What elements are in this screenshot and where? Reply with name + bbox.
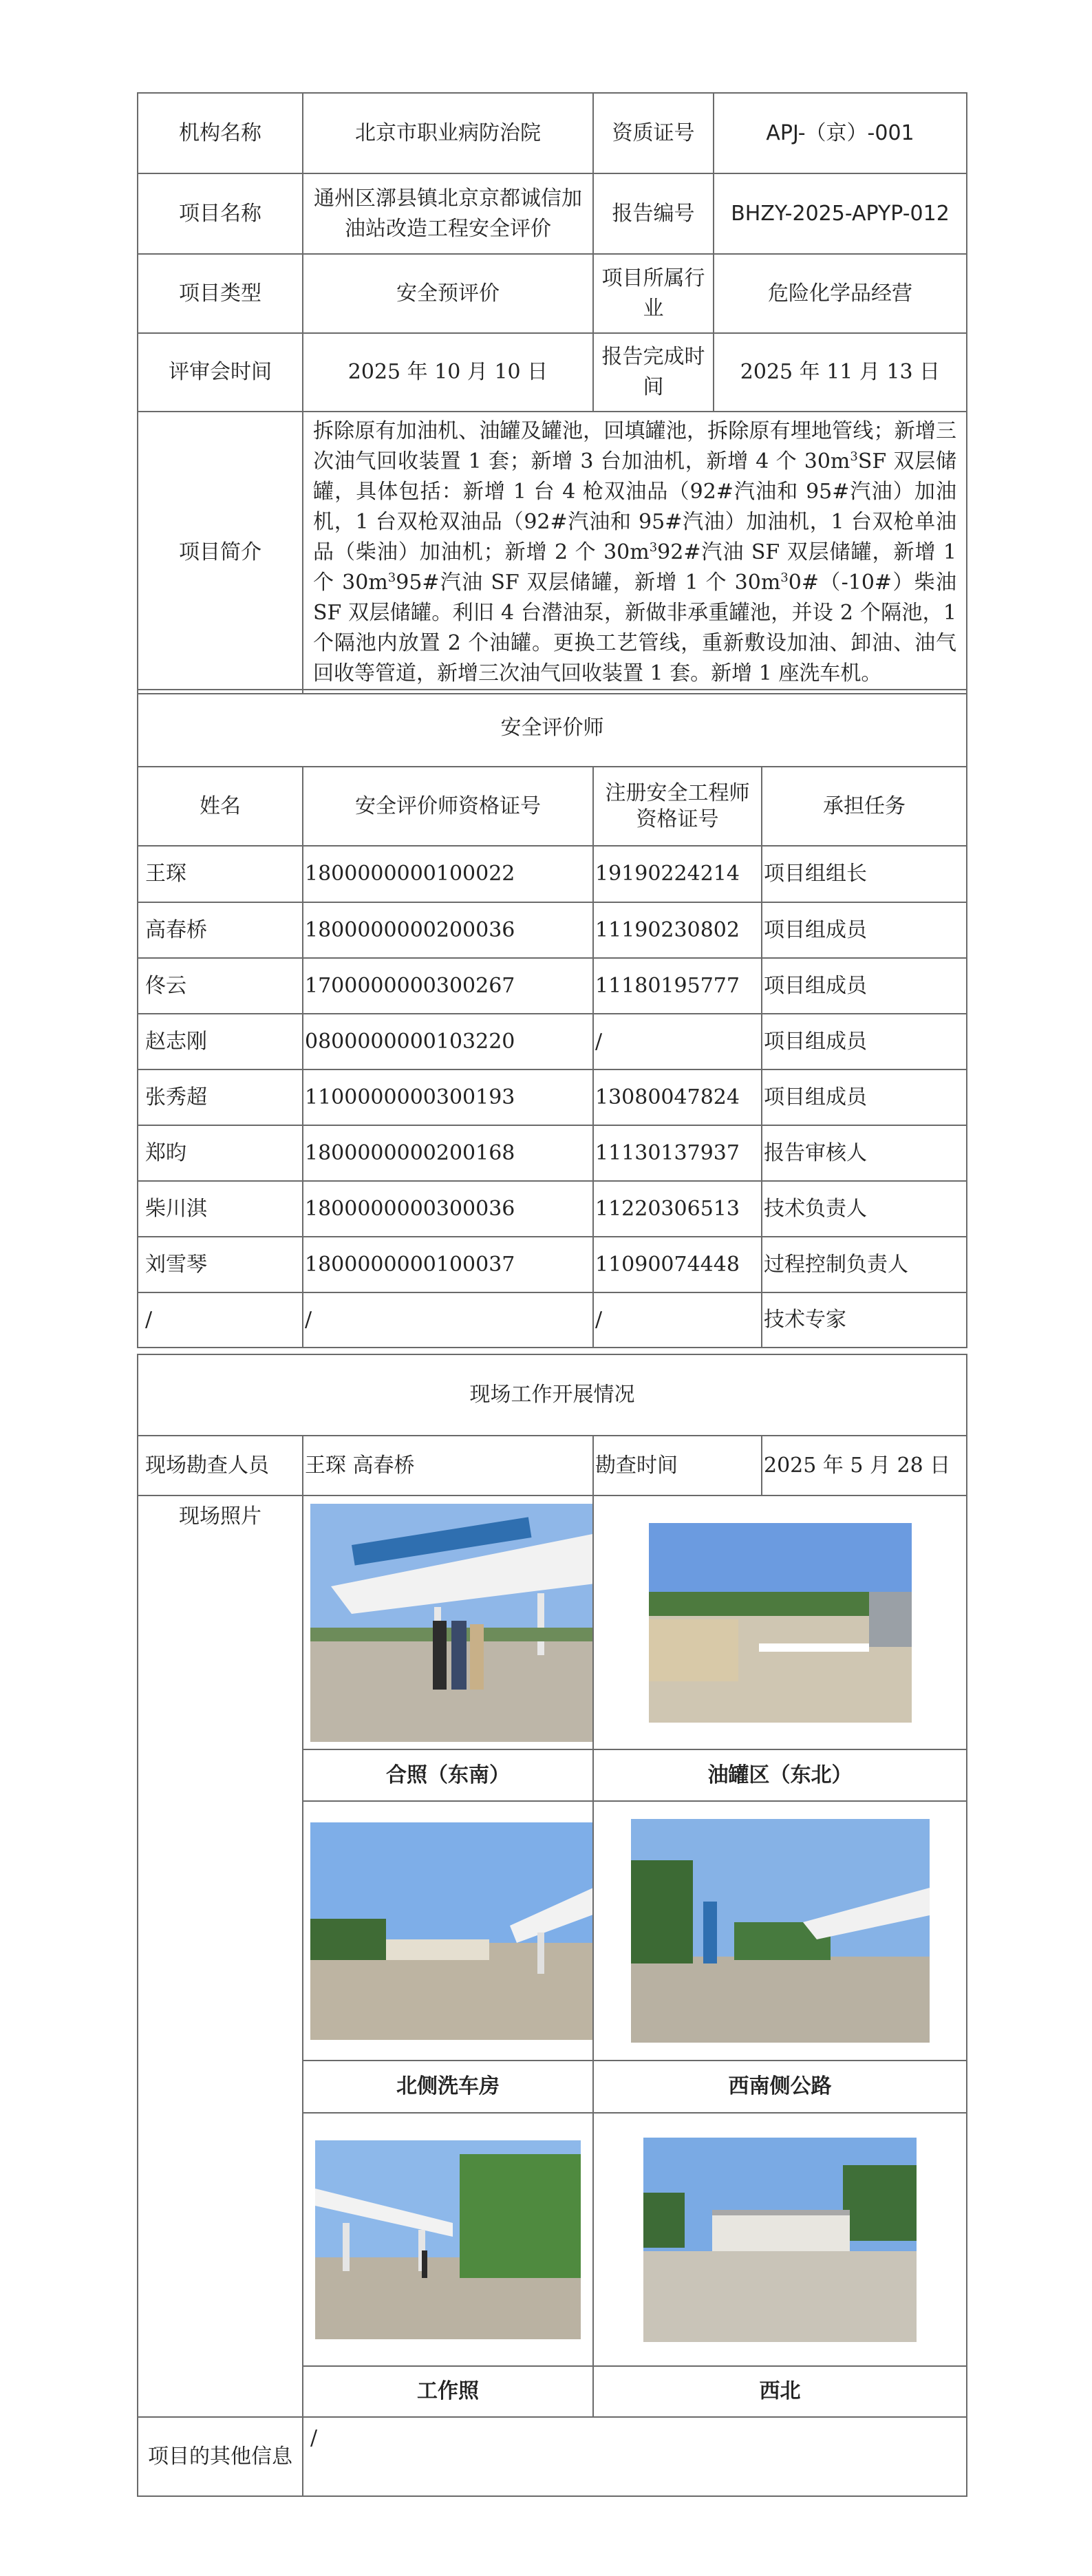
table-row [138, 1292, 967, 1348]
row-reg: 11130137937 [593, 1125, 762, 1181]
project-info-table [137, 92, 967, 694]
table-row [138, 1069, 967, 1125]
table-row [138, 902, 967, 958]
row-cert: 1800000000200036 [303, 902, 593, 958]
industry-label: 项目所属行业 [593, 254, 714, 333]
caption-6: 西北 [593, 2366, 967, 2417]
site-work-table [137, 1354, 967, 2497]
other-label: 项目的其他信息 [138, 2417, 303, 2496]
evaluators-title: 安全评价师 [138, 690, 967, 767]
header-reg: 注册安全工程师资格证号 [593, 767, 762, 846]
photo-northwest [643, 2138, 917, 2342]
photo-cell-1 [303, 1495, 593, 1749]
table-row [138, 1014, 967, 1069]
row-task: 过程控制负责人 [762, 1237, 967, 1292]
photo-work [315, 2140, 581, 2339]
cert-value: APJ-（京）-001 [714, 93, 967, 173]
row-task: 项目组成员 [762, 1014, 967, 1069]
summary-label: 项目简介 [138, 412, 303, 694]
row-reg: 11090074448 [593, 1237, 762, 1292]
row-reg: 11190230802 [593, 902, 762, 958]
photo-tank-area [649, 1523, 912, 1723]
row-cert: / [303, 1292, 593, 1348]
photo-north-carwash-image [310, 1822, 593, 2040]
row-task: 技术专家 [762, 1292, 967, 1348]
row-cert: 1800000000200168 [303, 1125, 593, 1181]
complete-label: 报告完成时间 [593, 333, 714, 412]
row-cert: 1800000000100022 [303, 846, 593, 902]
time-label: 勘查时间 [593, 1436, 762, 1495]
row-reg: / [593, 1292, 762, 1348]
evaluators-rows [138, 846, 967, 1348]
row-task: 项目组组长 [762, 846, 967, 902]
project-value: 通州区漷县镇北京京都诚信加油站改造工程安全评价 [303, 173, 593, 254]
complete-value: 2025 年 11 月 13 日 [714, 333, 967, 412]
photo-work-image [315, 2140, 581, 2339]
row-name: / [138, 1292, 303, 1348]
row-cert: 0800000000103220 [303, 1014, 593, 1069]
report-value: BHZY-2025-APYP-012 [714, 173, 967, 254]
other-value: / [303, 2417, 967, 2496]
row-name: 高春桥 [138, 902, 303, 958]
site-title: 现场工作开展情况 [138, 1354, 967, 1436]
row-reg: / [593, 1014, 762, 1069]
summary-sup-4: 3 [780, 571, 789, 585]
row-name: 郑昀 [138, 1125, 303, 1181]
project-label: 项目名称 [138, 173, 303, 254]
summary-sup-3: 3 [387, 571, 396, 585]
cert-label: 资质证号 [593, 93, 714, 173]
photo-tank-area-image [649, 1523, 912, 1723]
review-value: 2025 年 10 月 10 日 [303, 333, 593, 412]
caption-2: 油罐区（东北） [593, 1749, 967, 1801]
review-label: 评审会时间 [138, 333, 303, 412]
row-name: 佟云 [138, 958, 303, 1014]
photo-northwest-image [643, 2138, 917, 2342]
summary-sup-1: 3 [850, 449, 858, 464]
photo-north-carwash [310, 1822, 593, 2040]
summary-part-1: 拆除原有加油机、油罐及罐池，回填罐池，拆除原有埋地管线；新增三次油气回收装置 1 套；新增 3 台加油机，新增 4 个 30m [313, 419, 956, 473]
table-row [138, 1237, 967, 1292]
row-name: 张秀超 [138, 1069, 303, 1125]
org-value: 北京市职业病防治院 [303, 93, 593, 173]
row-task: 报告审核人 [762, 1125, 967, 1181]
table-row [138, 1181, 967, 1237]
row-cert: 1800000000300036 [303, 1181, 593, 1237]
time-value: 2025 年 5 月 28 日 [762, 1436, 967, 1495]
row-reg: 13080047824 [593, 1069, 762, 1125]
photo-cell-3 [303, 1801, 593, 2061]
table-row [138, 846, 967, 902]
header-name: 姓名 [138, 767, 303, 846]
caption-4: 西南侧公路 [593, 2061, 967, 2113]
header-cert: 安全评价师资格证号 [303, 767, 593, 846]
row-reg: 11220306513 [593, 1181, 762, 1237]
summary-part-2: SF 双层储罐，具体包括：新增 1 台 4 枪双油品（92#汽油和 95#汽油）加油机，1 台双枪双油品（92#汽油和 95#汽油）加油机，1 台双枪单油品（柴油）加油机；新增 2 个 30m [313, 449, 956, 564]
table-row [138, 1125, 967, 1181]
inspectors-label: 现场勘查人员 [138, 1436, 303, 1495]
photos-label: 现场照片 [138, 1495, 303, 2417]
caption-5: 工作照 [303, 2366, 593, 2417]
row-cert: 1100000000300193 [303, 1069, 593, 1125]
row-cert: 1800000000100037 [303, 1237, 593, 1292]
row-task: 项目组成员 [762, 1069, 967, 1125]
summary-part-3: 92#汽油 SF 双层储罐，新增 1 个 30m [313, 540, 956, 595]
photo-group-southeast-image [310, 1504, 593, 1742]
report-label: 报告编号 [593, 173, 714, 254]
type-label: 项目类型 [138, 254, 303, 333]
summary-text [303, 412, 967, 694]
photo-cell-6 [593, 2113, 967, 2366]
table-row [138, 958, 967, 1014]
row-task: 项目组成员 [762, 958, 967, 1014]
photo-southwest-road-image [631, 1819, 930, 2043]
photo-southwest-road [631, 1819, 930, 2043]
photo-group-southeast [310, 1504, 593, 1742]
inspectors-value: 王琛 高春桥 [303, 1436, 593, 1495]
row-name: 王琛 [138, 846, 303, 902]
header-task: 承担任务 [762, 767, 967, 846]
caption-1: 合照（东南） [303, 1749, 593, 1801]
summary-part-4: 95#汽油 SF 双层储罐，新增 1 个 30m [396, 571, 781, 595]
row-reg: 11180195777 [593, 958, 762, 1014]
photo-cell-4 [593, 1801, 967, 2061]
evaluators-table [137, 689, 967, 1348]
row-name: 赵志刚 [138, 1014, 303, 1069]
row-name: 柴川淇 [138, 1181, 303, 1237]
row-reg: 19190224214 [593, 846, 762, 902]
photo-cell-5 [303, 2113, 593, 2366]
type-value: 安全预评价 [303, 254, 593, 333]
row-task: 技术负责人 [762, 1181, 967, 1237]
row-cert: 1700000000300267 [303, 958, 593, 1014]
org-label: 机构名称 [138, 93, 303, 173]
photo-cell-2 [593, 1495, 967, 1749]
summary-sup-2: 3 [649, 540, 658, 555]
caption-3: 北侧洗车房 [303, 2061, 593, 2113]
industry-value: 危险化学品经营 [714, 254, 967, 333]
row-task: 项目组成员 [762, 902, 967, 958]
row-name: 刘雪琴 [138, 1237, 303, 1292]
summary-part-5: 0#（-10#）柴油 SF 双层储罐。利旧 4 台潜油泵，新做非承重罐池，并设 2 个隔池，1 个隔池内放置 2 个油罐。更换工艺管线，重新敷设加油、卸油、油气回收等管道，新增三次油气回收装置 1 套。新增 1 座洗车机。 [313, 571, 956, 685]
